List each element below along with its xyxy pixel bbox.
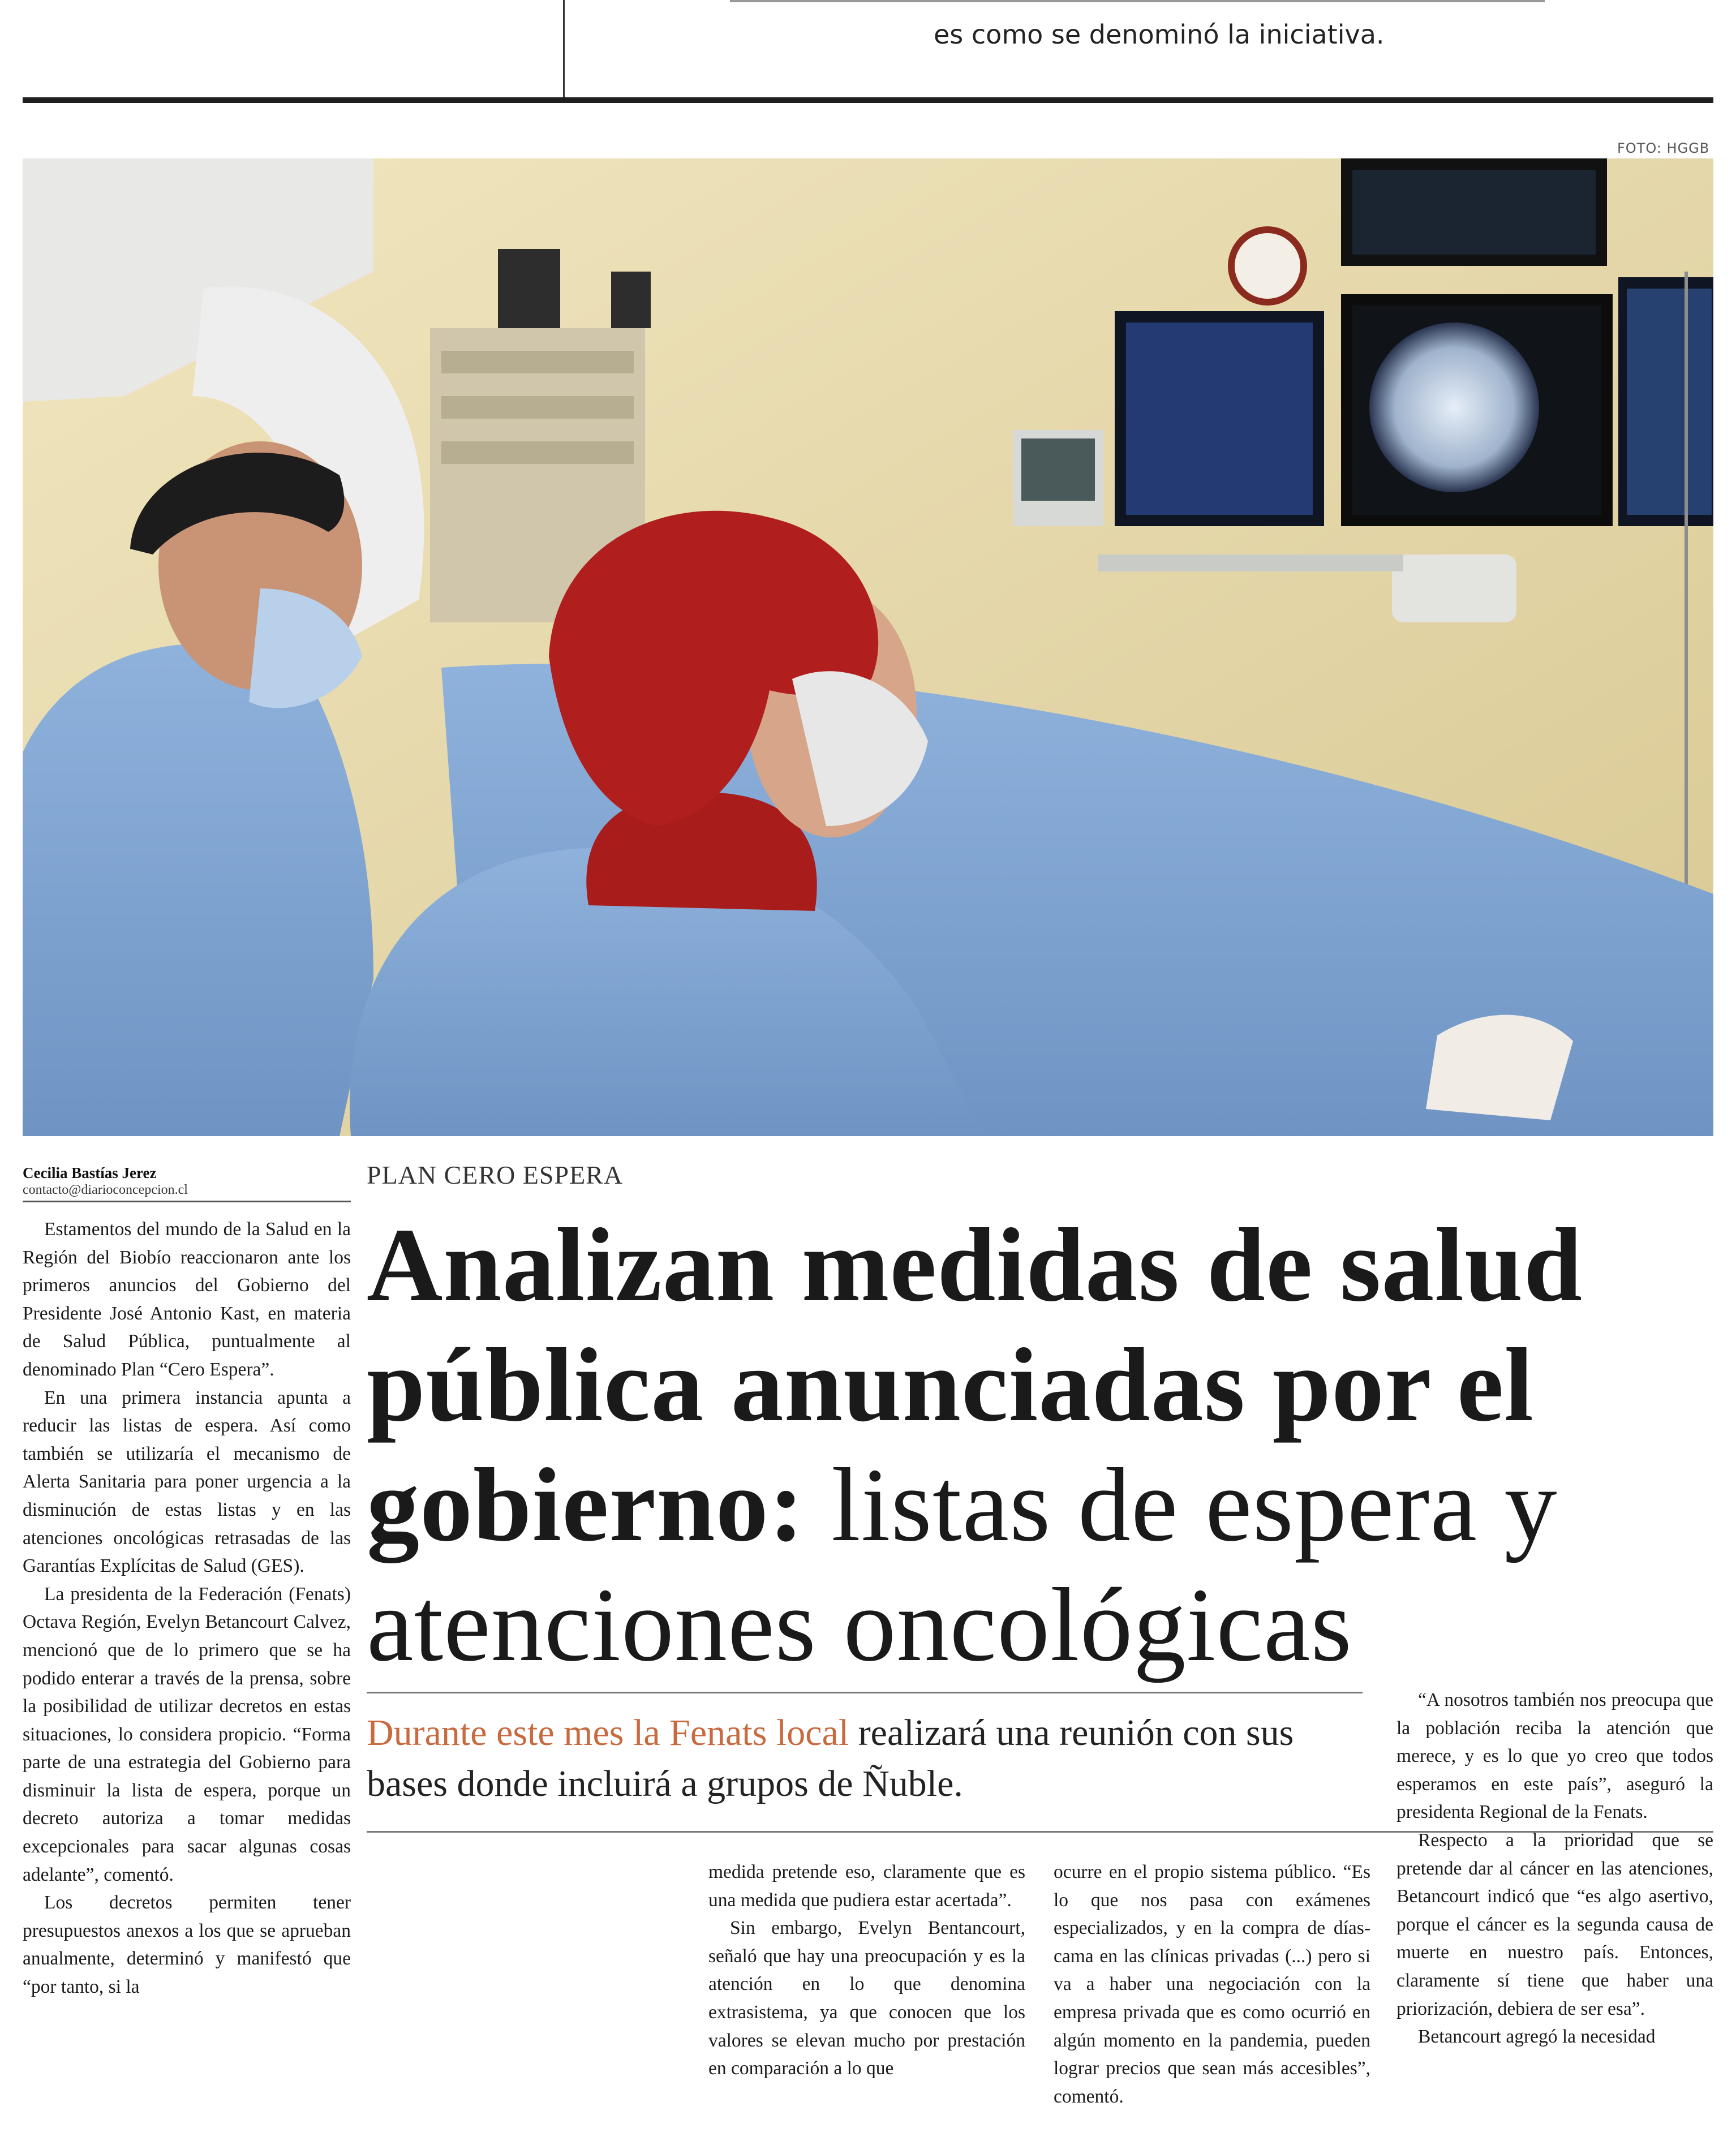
author-email: contacto@diarioconcepcion.cl [23,1183,188,1197]
section-kicker: PLAN CERO ESPERA [367,1160,624,1189]
column-divider [563,0,565,100]
headline-bold: Analizan medidas de salud pública anunciadas por el gobierno: [367,1207,1583,1563]
paragraph: medida pretende eso, claramente que es una medida que pudiera estar acertada”. [708,1861,1025,1911]
operating-room-illustration [23,158,1713,1136]
paragraph: La presidenta de la Federación (Fenats) Octava Región, Evelyn Betancourt Calvez, mencionó que de lo primero que se ha podido enterar a través de la prensa, sobre la posibilidad de utilizar decretos en estas situaciones, lo considera propicio. “Forma parte de una estrategia del Gobierno para disminuir la lista de espera, porque un decreto autoriza a tomar medidas excepcionales para sacar algunas cosas adelante”, comentó. [23,1583,351,1885]
deck-rule [367,1692,1363,1693]
headline-light: listas de espera y atenciones oncológicas [367,1447,1558,1683]
paragraph: ocurre en el propio sistema público. “Es lo que nos pasa con exámenes especializados, y en la compra de días-cama en las clínicas privadas (...) pero si va a haber una negociación con la empresa privada que es como ocurrió en algún momento en la pandemia, pueden lograr precios que sean más accesibles”, comentó. [1054,1861,1370,2107]
paragraph: Respecto a la prioridad que se pretende dar al cáncer en las atenciones, Betancourt indicó que “es algo asertivo, porque el cáncer es la segunda causa de muerte en nuestro país. Entonces, claramente sí tiene que haber una priorización, debiera de ser esa”. [1396,1829,1713,2019]
deck-highlight: Durante este mes la Fenats local [367,1712,849,1753]
paragraph: Estamentos del mundo de la Salud en la Región del Biobío reaccionaron ante los primeros anuncios del Gobierno del Presidente José Antonio Kast, en materia de Salud Pública, puntualmente al denominado Plan “Cero Espera”. [23,1219,351,1380]
paragraph: Los decretos permiten tener presupuestos anexos a los que se aprueban anualmente, determinó y manifestó que “por tanto, si la [23,1892,351,1998]
paragraph: Betancourt agregó la necesidad [1418,2026,1656,2048]
author-name: Cecilia Bastías Jerez [23,1164,157,1181]
byline-rule [23,1201,351,1202]
deck [367,1708,1374,1809]
paragraph: “A nosotros también nos preocupa que la población reciba la atención que merece, y es lo que yo creo que todos esperamos en este país”, aseguró la presidenta Regional de la Fenats. [1396,1689,1713,1823]
deck-text: realizará una reunión con sus bases donde incluirá a grupos de Ñuble. [367,1712,1294,1804]
body-column-2 [708,1858,1025,2083]
hairline-rule [730,0,1545,2]
paragraph: Sin embargo, Evelyn Bentancourt, señaló que hay una preocupación y es la atención en lo que denomina extrasistema, ya que conocen que los valores se elevan mucho por prestación en comparación a lo que [708,1918,1025,2079]
body-column-4 [1396,1686,1713,2051]
paragraph: En una primera instancia apunta a reducir las listas de espera. Así como también se utilizaría el mecanismo de Alerta Sanitaria para poner urgencia a la disminución de estas listas y en las atenciones oncológicas retrasadas de las Garantías Explícitas de Salud (GES). [23,1387,351,1577]
previous-article-fragment: es como se denominó la iniciativa. [934,19,1385,50]
headline [367,1205,1713,1685]
body-column-3 [1054,1858,1370,2110]
body-column-1 [23,1215,351,2001]
photo-credit: FOTO: HGGB [1617,140,1710,156]
section-rule [23,97,1713,103]
article-photo [23,158,1713,1136]
